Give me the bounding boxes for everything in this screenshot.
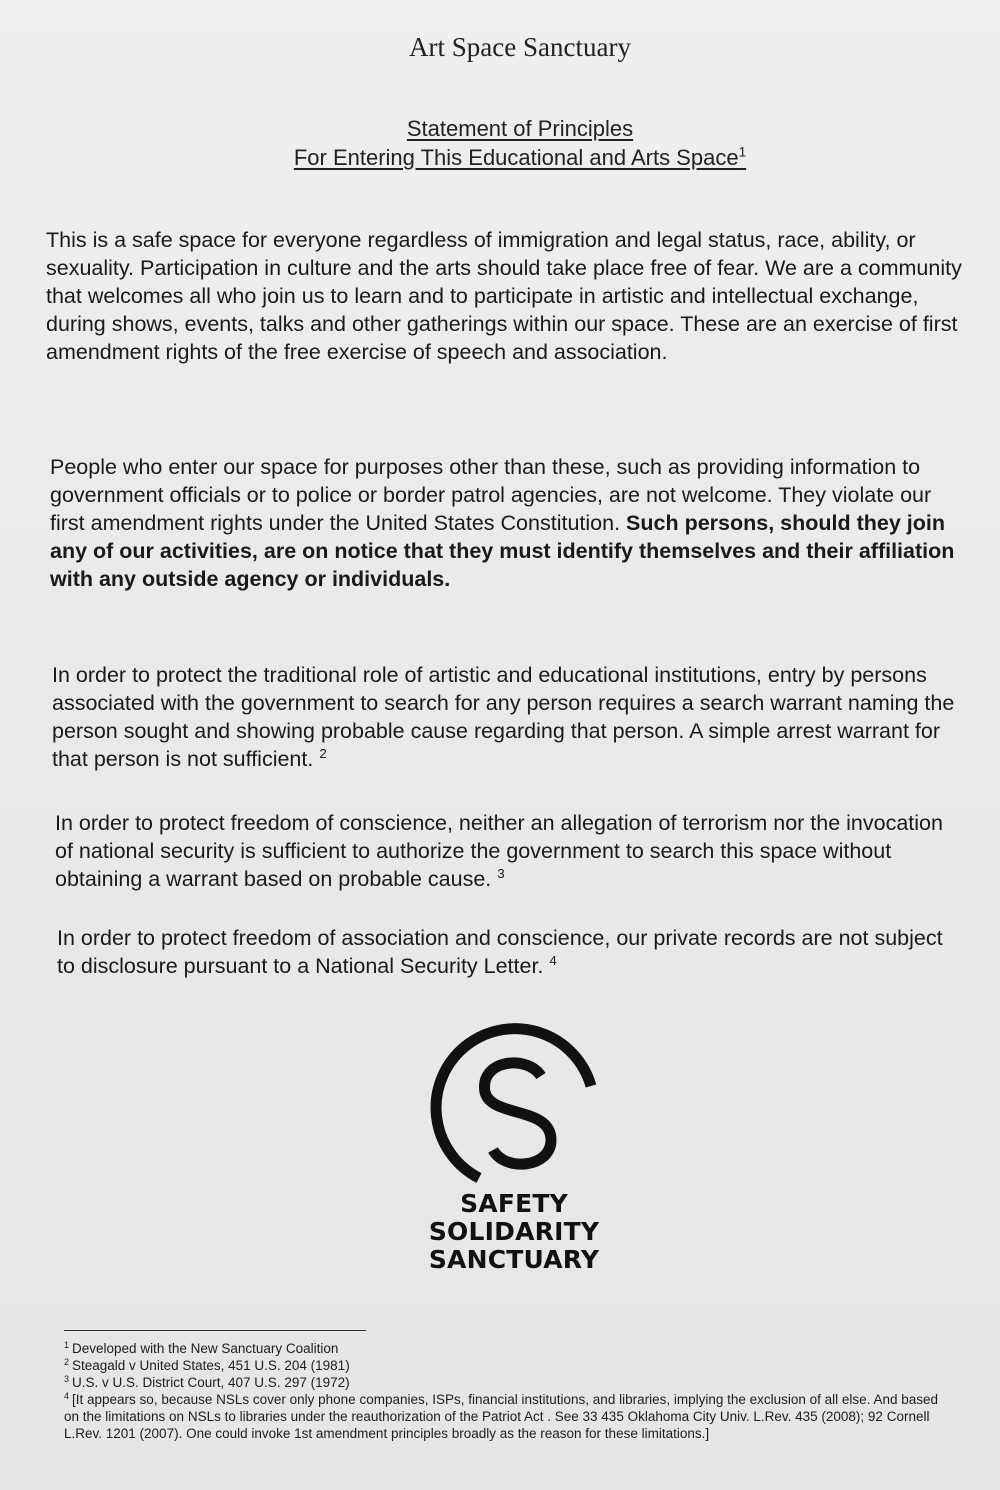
org-name: Art Space Sanctuary — [409, 32, 631, 62]
logo-line-safety: SAFETY — [460, 1189, 568, 1218]
footnote-1-text: Developed with the New Sanctuary Coalition — [72, 1341, 339, 1356]
footnote-3-num: 3 — [64, 1373, 70, 1384]
footnote-2 — [64, 1357, 954, 1374]
footnote-4 — [64, 1391, 954, 1442]
footnote-4-num: 4 — [64, 1390, 70, 1401]
paragraph-private-records-text: In order to protect freedom of association and conscience, our private records are not subject to disclosure pursuant to a National Security Letter. — [57, 926, 943, 978]
logo-line-sanctuary: SANCTUARY — [428, 1245, 600, 1274]
footnote-ref-4: 4 — [549, 952, 557, 968]
title-line-1: Statement of Principles — [406, 116, 634, 141]
footnote-2-text: Steagald v United States, 451 U.S. 204 (1981) — [72, 1358, 350, 1373]
paragraph-safe-space: This is a safe space for everyone regardless of immigration and legal status, race, ability, or sexuality. Participation in culture and the arts should take place free of fear. We are a community that welcomes all who join us to learn and to participate in artistic and intellectual exchange, during shows, events, talks and other gatherings within our space. These are an exercise of first amendment rights of the free exercise of speech and association. — [46, 228, 962, 364]
footnote-3-text: U.S. v U.S. District Court, 407 U.S. 297 (1972) — [72, 1375, 350, 1390]
paragraph-search-warrant-text: In order to protect the traditional role of artistic and educational institutions, entry by persons associated with the government to search for any person requires a search warrant naming the person sought and showing probable cause regarding that person. A simple arrest warrant for that person is not sufficient. — [52, 663, 955, 771]
logo-line-solidarity: SOLIDARITY — [428, 1217, 600, 1246]
footnote-ref-1: 1 — [738, 144, 747, 160]
s-circle-logo-icon — [427, 1020, 603, 1196]
footnote-1-num: 1 — [64, 1339, 70, 1350]
footnote-2-num: 2 — [64, 1356, 70, 1367]
paragraph-not-welcome-bold: Such persons, should they join any of our activities, are on notice that they must identify themselves and their affiliation with any outside agency or individuals. — [50, 511, 955, 591]
title-line-2 — [0, 145, 1000, 171]
paragraph-search-warrant — [52, 661, 964, 773]
footnote-divider — [64, 1330, 366, 1331]
footnotes — [64, 1340, 954, 1442]
paragraph-conscience — [55, 809, 960, 893]
paragraph-not-welcome-text: People who enter our space for purposes other than these, such as providing information to government officials or to police or border patrol agencies, are not welcome. They violate our first amendment rights under the United States Constitution. — [50, 455, 932, 535]
paragraph-conscience-text: In order to protect freedom of conscience, neither an allegation of terrorism nor the invocation of national security is sufficient to authorize the government to search this space without obtaining a warrant based on probable cause. — [55, 811, 943, 891]
footnote-1 — [64, 1340, 954, 1357]
footnote-ref-2: 2 — [319, 745, 327, 761]
title-line-2-text: For Entering This Educational and Arts Space — [293, 145, 739, 170]
paragraph-private-records — [57, 924, 957, 980]
paragraph-not-welcome — [50, 453, 962, 593]
footnote-3 — [64, 1374, 954, 1391]
logo-wordmark — [400, 1190, 628, 1274]
footnote-ref-3: 3 — [497, 865, 505, 881]
footnote-4-text: [It appears so, because NSLs cover only phone companies, ISPs, financial institutions, and libraries, implying the exclusion of all else. And based on the limitations on NSLs to libraries under the reauthorization of the Patriot Act . See 33 435 Oklahoma City Univ. L.Rev. 435 (2008); 92 Cornell L.Rev. 1201 (2007). One could invoke 1st amendment principles broadly as the reason for these limitations.] — [64, 1392, 938, 1441]
